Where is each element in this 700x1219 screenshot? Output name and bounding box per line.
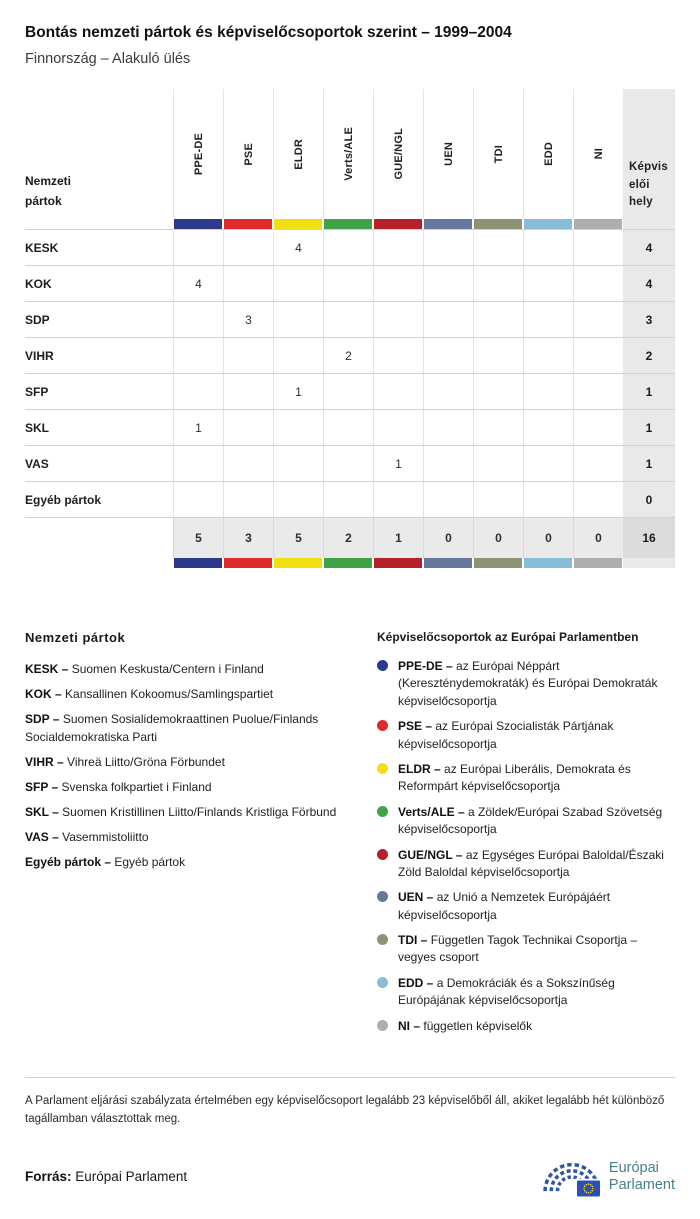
footer bbox=[25, 1155, 675, 1199]
total-cell: 0 bbox=[423, 518, 473, 558]
value-cell bbox=[323, 446, 373, 481]
group-color-bar bbox=[424, 219, 472, 229]
value-cell bbox=[423, 338, 473, 373]
group-color-bar bbox=[474, 558, 522, 568]
seats-cell: 2 bbox=[623, 338, 675, 373]
party-name-cell: SKL bbox=[25, 420, 49, 435]
group-color-bar bbox=[424, 558, 472, 568]
party-name-cell: SDP bbox=[25, 312, 50, 327]
value-cell bbox=[523, 482, 573, 517]
group-color-dot bbox=[377, 977, 388, 988]
table-row-skl bbox=[25, 409, 675, 445]
legend-group-item: GUE/NGL – az Egységes Európai Baloldal/Északi Zöld Baloldal képviselőcsoportja bbox=[377, 847, 675, 882]
legend-party-item: SDP – Suomen Sosialidemokraattinen Puolue/Finlands Socialdemokratiska Parti bbox=[25, 712, 319, 744]
ep-hemicycle-icon bbox=[538, 1155, 600, 1199]
value-cell bbox=[373, 338, 423, 373]
group-color-bar bbox=[174, 558, 222, 568]
value-cell: 4 bbox=[173, 266, 223, 301]
value-cell bbox=[373, 374, 423, 409]
value-cell bbox=[523, 302, 573, 337]
value-cell bbox=[273, 410, 323, 445]
value-cell bbox=[223, 410, 273, 445]
legend-party-item: SFP – Svenska folkpartiet i Finland bbox=[25, 780, 212, 794]
legend-group-item: PSE – az Európai Szocialisták Pártjának képviselőcsoportja bbox=[377, 718, 675, 753]
legend-groups-heading: Képviselőcsoportok az Európai Parlamentben bbox=[377, 630, 639, 644]
group-color-dot bbox=[377, 934, 388, 945]
bar-row-spacer bbox=[25, 219, 173, 229]
value-cell bbox=[273, 338, 323, 373]
column-header-pse: PSE bbox=[223, 89, 273, 219]
value-cell bbox=[523, 410, 573, 445]
group-color-dot bbox=[377, 763, 388, 774]
group-color-dot bbox=[377, 849, 388, 860]
source-label: Forrás: bbox=[25, 1169, 72, 1185]
table-row-kok bbox=[25, 265, 675, 301]
value-cell bbox=[423, 410, 473, 445]
column-header-gue-ngl: GUE/NGL bbox=[373, 89, 423, 219]
legend-national-parties bbox=[25, 630, 377, 1043]
value-cell bbox=[423, 482, 473, 517]
value-cell bbox=[323, 266, 373, 301]
value-cell bbox=[273, 482, 323, 517]
group-color-bar bbox=[174, 219, 222, 229]
seats-cell: 1 bbox=[623, 374, 675, 409]
value-cell bbox=[273, 302, 323, 337]
value-cell bbox=[323, 482, 373, 517]
value-cell bbox=[423, 302, 473, 337]
party-name-cell: VAS bbox=[25, 456, 49, 471]
value-cell bbox=[423, 230, 473, 265]
group-color-dot bbox=[377, 660, 388, 671]
value-cell: 1 bbox=[273, 374, 323, 409]
value-cell bbox=[423, 374, 473, 409]
value-cell bbox=[173, 338, 223, 373]
group-color-dot bbox=[377, 720, 388, 731]
seats-column-bar-cell bbox=[623, 558, 675, 568]
value-cell bbox=[573, 410, 623, 445]
value-cell bbox=[223, 482, 273, 517]
seats-cell: 0 bbox=[623, 482, 675, 517]
table-row-vihr bbox=[25, 337, 675, 373]
total-cell: 2 bbox=[323, 518, 373, 558]
value-cell bbox=[223, 446, 273, 481]
column-header-seats: Képviselői hely bbox=[623, 89, 675, 219]
value-cell bbox=[423, 266, 473, 301]
value-cell bbox=[373, 302, 423, 337]
total-cell: 0 bbox=[473, 518, 523, 558]
value-cell bbox=[223, 374, 273, 409]
total-cell: 1 bbox=[373, 518, 423, 558]
legend-party-item: SKL – Suomen Kristillinen Liitto/Finlands Kristliga Förbund bbox=[25, 805, 337, 819]
table-header-row bbox=[25, 89, 675, 219]
seats-cell: 4 bbox=[623, 230, 675, 265]
total-cell: 0 bbox=[523, 518, 573, 558]
group-color-bar bbox=[524, 219, 572, 229]
value-cell bbox=[523, 374, 573, 409]
group-color-bar bbox=[274, 219, 322, 229]
value-cell bbox=[573, 374, 623, 409]
value-cell bbox=[523, 338, 573, 373]
column-header-ni: NI bbox=[573, 89, 623, 219]
group-color-dot bbox=[377, 1020, 388, 1031]
bar-row-spacer bbox=[25, 558, 173, 568]
value-cell bbox=[223, 230, 273, 265]
group-color-dot bbox=[377, 806, 388, 817]
legend-group-item: Verts/ALE – a Zöldek/Európai Szabad Szövetség képviselőcsoportja bbox=[377, 804, 675, 839]
value-cell: 1 bbox=[173, 410, 223, 445]
value-cell bbox=[573, 446, 623, 481]
column-header-tdi: TDI bbox=[473, 89, 523, 219]
value-cell bbox=[473, 302, 523, 337]
total-cell: 0 bbox=[573, 518, 623, 558]
table-row-vas bbox=[25, 445, 675, 481]
group-color-bar bbox=[574, 558, 622, 568]
value-cell bbox=[273, 446, 323, 481]
legend-group-item: TDI – Független Tagok Technikai Csoportja – vegyes csoport bbox=[377, 932, 675, 967]
group-color-bar bbox=[524, 558, 572, 568]
seats-column-bar-cell bbox=[623, 219, 675, 229]
legend-group-item: ELDR – az Európai Liberális, Demokrata és Reformpárt képviselőcsoportja bbox=[377, 761, 675, 796]
value-cell bbox=[473, 410, 523, 445]
value-cell bbox=[523, 230, 573, 265]
value-cell bbox=[323, 230, 373, 265]
value-cell bbox=[523, 266, 573, 301]
legend-group-item: PPE-DE – az Európai Néppárt (Kereszténydemokraták) és Európai Demokraták képviselőcsoportja bbox=[377, 658, 675, 710]
value-cell bbox=[523, 446, 573, 481]
legend-section bbox=[25, 630, 675, 1043]
value-cell bbox=[223, 338, 273, 373]
column-header-ppe-de: PPE-DE bbox=[173, 89, 223, 219]
value-cell bbox=[323, 410, 373, 445]
group-color-bar bbox=[324, 558, 372, 568]
european-parliament-logo bbox=[538, 1155, 675, 1199]
legend-party-item: Egyéb pártok – Egyéb pártok bbox=[25, 855, 186, 869]
column-header-verts-ale: Verts/ALE bbox=[323, 89, 373, 219]
group-color-bar bbox=[224, 219, 272, 229]
row-header-label bbox=[25, 89, 173, 219]
grand-total-cell: 16 bbox=[623, 518, 675, 558]
value-cell bbox=[373, 410, 423, 445]
value-cell bbox=[323, 374, 373, 409]
legend-group-item: UEN – az Unió a Nemzetek Európájáért képviselőcsoportja bbox=[377, 889, 675, 924]
total-cell: 3 bbox=[223, 518, 273, 558]
value-cell bbox=[473, 266, 523, 301]
value-cell bbox=[173, 374, 223, 409]
value-cell bbox=[373, 482, 423, 517]
legend-political-groups bbox=[377, 630, 675, 1043]
column-header-edd: EDD bbox=[523, 89, 573, 219]
party-name-cell: KOK bbox=[25, 276, 52, 291]
column-header-uen: UEN bbox=[423, 89, 473, 219]
value-cell bbox=[373, 230, 423, 265]
page-subtitle: Finnország – Alakuló ülés bbox=[25, 51, 191, 67]
legend-group-item: NI – független képviselők bbox=[377, 1018, 675, 1035]
table-row-sfp bbox=[25, 373, 675, 409]
value-cell: 1 bbox=[373, 446, 423, 481]
table-row-kesk bbox=[25, 229, 675, 265]
seats-cell: 1 bbox=[623, 410, 675, 445]
value-cell bbox=[373, 266, 423, 301]
group-color-bar bbox=[374, 219, 422, 229]
footnote: A Parlament eljárási szabályzata értelmében egy képviselőcsoport legalább 23 képviselőből áll, akiket legalább hét különböző tagállamban választottak meg. bbox=[25, 1077, 675, 1129]
seats-cell: 3 bbox=[623, 302, 675, 337]
value-cell bbox=[173, 302, 223, 337]
value-cell bbox=[473, 482, 523, 517]
seats-cell: 1 bbox=[623, 446, 675, 481]
legend-party-item: KOK – Kansallinen Kokoomus/Samlingspartiet bbox=[25, 687, 274, 701]
value-cell bbox=[473, 230, 523, 265]
page-title: Bontás nemzeti pártok és képviselőcsoportok szerint – 1999–2004 bbox=[25, 24, 512, 41]
legend-party-item: VIHR – Vihreä Liitto/Gröna Förbundet bbox=[25, 755, 225, 769]
group-color-bar-row-top bbox=[25, 219, 675, 229]
source-line bbox=[25, 1169, 187, 1184]
value-cell bbox=[323, 302, 373, 337]
legend-party-item: KESK – Suomen Keskusta/Centern i Finland bbox=[25, 662, 264, 676]
party-name-cell: KESK bbox=[25, 240, 59, 255]
value-cell: 4 bbox=[273, 230, 323, 265]
party-name-cell: VIHR bbox=[25, 348, 54, 363]
legend-group-item: EDD – a Demokráciák és a Sokszínűség Európájának képviselőcsoportja bbox=[377, 975, 675, 1010]
total-cell: 5 bbox=[273, 518, 323, 558]
seats-cell: 4 bbox=[623, 266, 675, 301]
value-cell bbox=[573, 482, 623, 517]
value-cell bbox=[223, 266, 273, 301]
group-color-bar bbox=[324, 219, 372, 229]
group-color-dot bbox=[377, 891, 388, 902]
value-cell bbox=[423, 446, 473, 481]
totals-row-spacer bbox=[25, 518, 173, 558]
group-color-bar bbox=[224, 558, 272, 568]
table-row-egyeb bbox=[25, 481, 675, 517]
source-value: Európai Parlament bbox=[75, 1169, 188, 1185]
legend-party-item: VAS – Vasemmistoliitto bbox=[25, 830, 149, 844]
value-cell: 2 bbox=[323, 338, 373, 373]
value-cell bbox=[473, 446, 523, 481]
value-cell bbox=[573, 302, 623, 337]
value-cell bbox=[573, 230, 623, 265]
value-cell: 3 bbox=[223, 302, 273, 337]
value-cell bbox=[473, 374, 523, 409]
legend-parties-heading: Nemzeti pártok bbox=[25, 630, 126, 645]
distribution-table bbox=[25, 89, 675, 568]
value-cell bbox=[473, 338, 523, 373]
value-cell bbox=[173, 446, 223, 481]
group-color-bar bbox=[274, 558, 322, 568]
row-header-text: Nemzeti pártok bbox=[25, 174, 72, 209]
party-name-cell: SFP bbox=[25, 384, 49, 399]
group-color-bar bbox=[574, 219, 622, 229]
ep-logo-text: Európai Parlament bbox=[608, 1159, 675, 1193]
value-cell bbox=[573, 266, 623, 301]
value-cell bbox=[273, 266, 323, 301]
table-row-sdp bbox=[25, 301, 675, 337]
totals-row bbox=[25, 517, 675, 558]
group-color-bar-row-bottom bbox=[25, 558, 675, 568]
group-color-bar bbox=[474, 219, 522, 229]
total-cell: 5 bbox=[173, 518, 223, 558]
group-color-bar bbox=[374, 558, 422, 568]
value-cell bbox=[573, 338, 623, 373]
value-cell bbox=[173, 482, 223, 517]
value-cell bbox=[173, 230, 223, 265]
party-name-cell: Egyéb pártok bbox=[25, 492, 102, 507]
column-header-eldr: ELDR bbox=[273, 89, 323, 219]
